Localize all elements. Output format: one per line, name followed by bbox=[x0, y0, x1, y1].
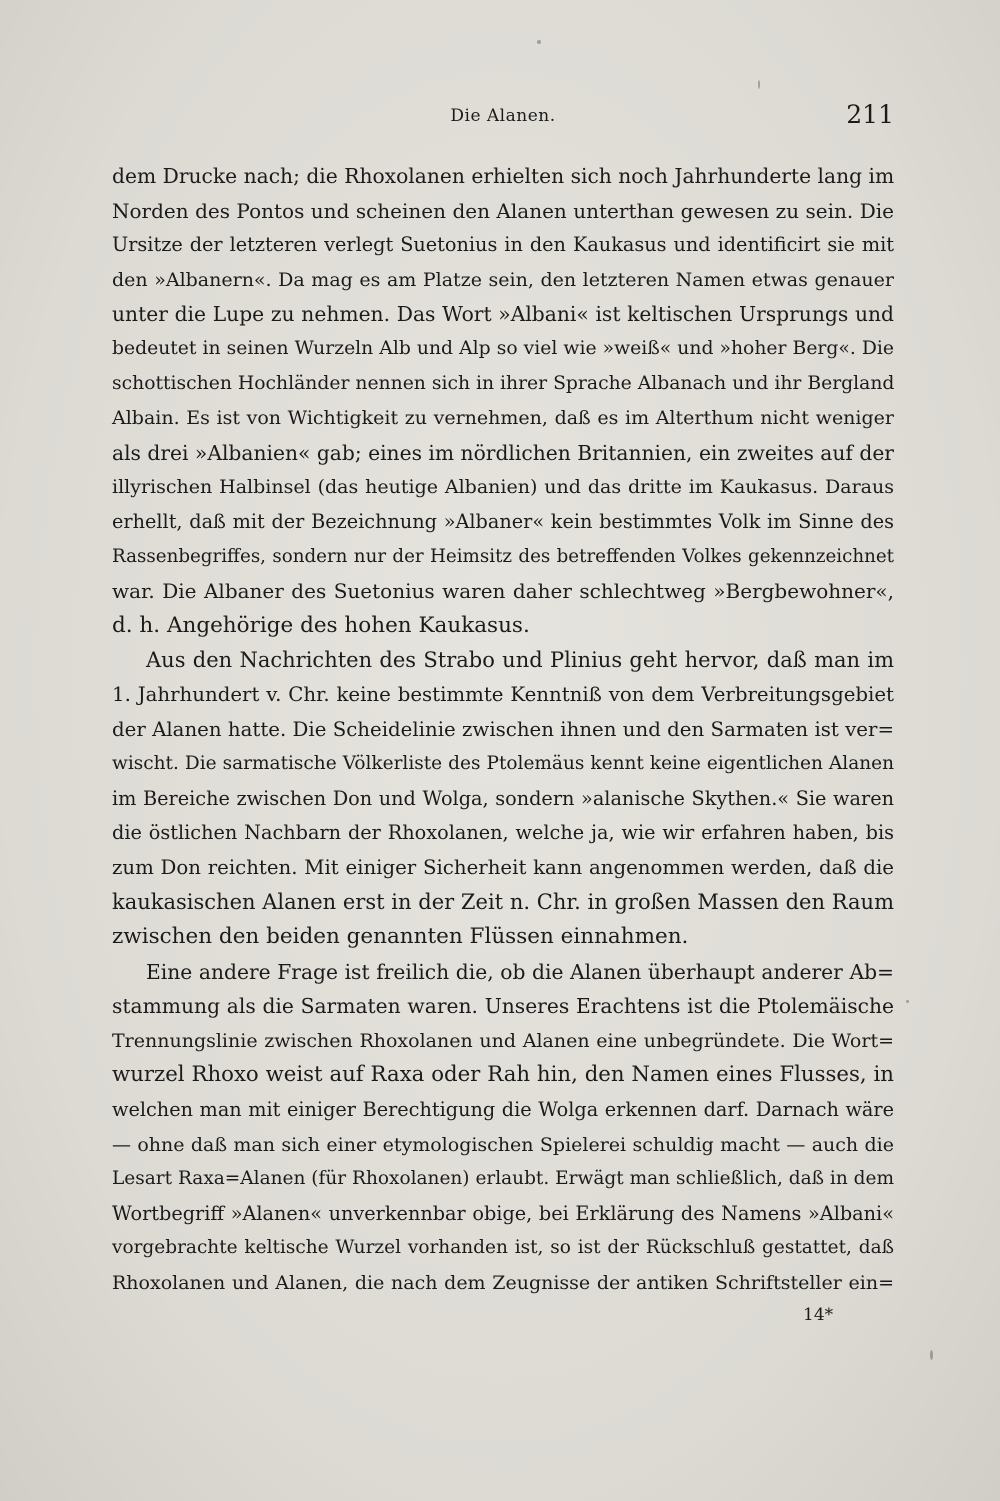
text-line: Trennungslinie zwischen Rhoxolanen und Alanen eine unbegründete. Die Wort= bbox=[112, 1029, 894, 1052]
text-line: zum Don reichten. Mit einiger Sicherheit kann angenommen werden, daß die bbox=[112, 855, 894, 879]
text-line: dem Drucke nach; die Rhoxolanen erhielten sich noch Jahrhunderte lang im bbox=[112, 164, 895, 188]
text-line: die östlichen Nachbarn der Rhoxolanen, welche ja, wie wir erfahren haben, bis bbox=[112, 821, 894, 845]
text-line: kaukasischen Alanen erst in der Zeit n. Chr. in großen Massen den Raum bbox=[112, 890, 894, 915]
text-line: bedeutet in seinen Wurzeln Alb und Alp so viel wie »weiß« und »hoher Berg«. Die bbox=[112, 337, 894, 359]
print-speck bbox=[930, 1350, 933, 1360]
text-line: war. Die Albaner des Suetonius waren daher schlechtweg »Bergbewohner«, bbox=[112, 579, 894, 604]
text-line: Albain. Es ist von Wichtigkeit zu vernehmen, daß es im Alterthum nicht weniger bbox=[112, 407, 894, 430]
text-line: Rhoxolanen und Alanen, die nach dem Zeugnisse der antiken Schriftsteller ein= bbox=[112, 1272, 894, 1294]
text-line: 1. Jahrhundert v. Chr. keine bestimmte Kenntniß von dem Verbreitungsgebiet bbox=[112, 682, 894, 706]
text-line: schottischen Hochländer nennen sich in ihrer Sprache Albanach und ihr Bergland bbox=[112, 372, 895, 394]
page-header bbox=[112, 96, 894, 136]
text-line: den »Albanern«. Da mag es am Platze sein, den letzteren Namen etwas genauer bbox=[112, 268, 894, 291]
page-number: 211 bbox=[846, 100, 894, 129]
text-line: wurzel Rhoxo weist auf Raxa oder Rah hin, den Namen eines Flusses, in bbox=[112, 1062, 894, 1088]
text-line: Wortbegriff »Alanen« unverkennbar obige, bei Erklärung des Namens »Albani« bbox=[112, 1201, 894, 1225]
print-speck bbox=[537, 40, 541, 44]
running-title: Die Alanen. bbox=[450, 106, 556, 126]
text-line: im Bereiche zwischen Don und Wolga, sondern »alanische Skythen.« Sie waren bbox=[112, 786, 894, 810]
text-line: welchen man mit einiger Berechtigung die Wolga erkennen darf. Darnach wäre bbox=[112, 1098, 894, 1122]
text-line: stammung als die Sarmaten waren. Unseres Erachtens ist die Ptolemäische bbox=[112, 994, 894, 1019]
text-line: der Alanen hatte. Die Scheidelinie zwischen ihnen und den Sarmaten ist ver= bbox=[112, 717, 894, 741]
text-line: erhellt, daß mit der Bezeichnung »Albaner« kein bestimmtes Volk im Sinne des bbox=[112, 509, 894, 533]
text-line: zwischen den beiden genannten Flüssen einnahmen. bbox=[112, 924, 689, 950]
text-line: unter die Lupe zu nehmen. Das Wort »Albani« ist keltischen Ursprungs und bbox=[112, 302, 894, 327]
text-line: illyrischen Halbinsel (das heutige Albanien) und das dritte im Kaukasus. Daraus bbox=[112, 476, 894, 499]
text-line: Lesart Raxa=Alanen (für Rhoxolanen) erlaubt. Erwägt man schließlich, daß in dem bbox=[112, 1168, 894, 1190]
body-text bbox=[112, 159, 894, 1301]
text-line: Aus den Nachrichten des Strabo und Plinius geht hervor, daß man im bbox=[146, 648, 894, 673]
text-line: vorgebrachte keltische Wurzel vorhanden ist, so ist der Rückschluß gestattet, daß bbox=[112, 1237, 894, 1259]
text-line: Ursitze der letzteren verlegt Suetonius in den Kaukasus und identificirt sie mit bbox=[112, 233, 894, 257]
text-line: Rassenbegriffes, sondern nur der Heimsitz des betreffenden Volkes gekennzeichnet bbox=[112, 545, 894, 567]
text-line: Eine andere Frage ist freilich die, ob die Alanen überhaupt anderer Ab= bbox=[146, 959, 894, 984]
text-line: — ohne daß man sich einer etymologischen Spielerei schuldig macht — auch die bbox=[112, 1133, 894, 1156]
print-speck bbox=[906, 1000, 909, 1003]
text-line: wischt. Die sarmatische Völkerliste des Ptolemäus kennt keine eigentlichen Alanen bbox=[112, 753, 894, 775]
text-line: Norden des Pontos und scheinen den Alanen unterthan gewesen zu sein. Die bbox=[112, 198, 894, 223]
text-line: als drei »Albanien« gab; eines im nördlichen Britannien, ein zweites auf der bbox=[112, 440, 894, 465]
print-speck bbox=[758, 80, 760, 89]
signature-mark: 14* bbox=[803, 1305, 834, 1325]
text-line: d. h. Angehörige des hohen Kaukasus. bbox=[112, 612, 530, 638]
